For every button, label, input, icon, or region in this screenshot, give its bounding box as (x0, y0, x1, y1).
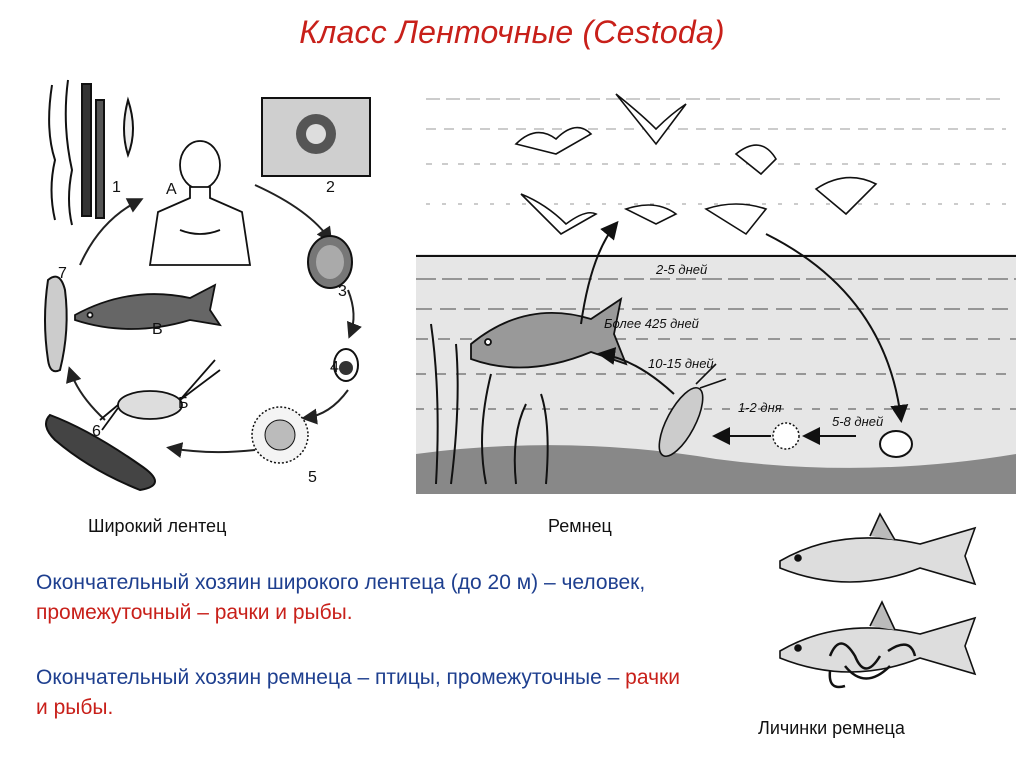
stage-letter: В (152, 321, 163, 338)
cycle-arrow (255, 185, 330, 240)
egg-figure (308, 236, 352, 288)
coracidium-figure (773, 423, 799, 449)
duration-label: 2-5 дней (656, 262, 708, 277)
egg-figure (880, 431, 912, 457)
healthy-fish-figure (780, 514, 975, 584)
duration-label: 5-8 дней (832, 414, 884, 429)
procercoid-figure (45, 277, 67, 372)
stage-number: 7 (58, 265, 67, 282)
cycle-arrow (170, 448, 255, 452)
stage-number: 2 (326, 179, 335, 196)
stage-number: 4 (330, 359, 339, 376)
infected-fish-figure (780, 602, 975, 687)
stage-letter: Б (178, 395, 189, 412)
tapeworm-strobila (49, 80, 133, 225)
definitive-host-ligula-text: Окончательный хозяин ремнеца – птицы, промежуточные – рачки и рыбы. (36, 666, 680, 719)
fish-illustrations (770, 506, 990, 706)
definitive-host-broad-tapeworm-text: Окончательный хозяин широкого лентеца (до 20 м) – человек, промежуточный – рачки и рыбы. (36, 571, 646, 624)
stage-number: 3 (338, 283, 347, 300)
duration-label: 10-15 дней (648, 356, 714, 371)
ligula-life-cycle-diagram (416, 74, 1016, 494)
tapeworm-life-cycle-diagram (30, 70, 390, 500)
page-title: Класс Ленточные (Cestoda) (299, 14, 725, 50)
left-diagram-caption: Широкий лентец (88, 516, 227, 536)
cycle-arrow (70, 370, 105, 420)
cycle-arrow (305, 390, 348, 418)
pike-fish-figure (75, 285, 220, 329)
proglottid-figure (262, 98, 370, 176)
cycle-arrow (348, 290, 354, 335)
right-diagram-caption: Ремнец (548, 516, 612, 536)
stage-number: 6 (92, 423, 101, 440)
duration-label: Более 425 дней (604, 316, 699, 331)
fish-panel-caption: Личинки ремнеца (758, 718, 905, 738)
stage-letter: А (166, 181, 177, 198)
stage-number: 5 (308, 469, 317, 486)
human-figure (150, 141, 250, 265)
duration-label: 1-2 дня (738, 400, 782, 415)
coracidium-figure (252, 407, 308, 463)
copepod-figure (100, 360, 220, 430)
stage-number: 1 (112, 179, 121, 196)
